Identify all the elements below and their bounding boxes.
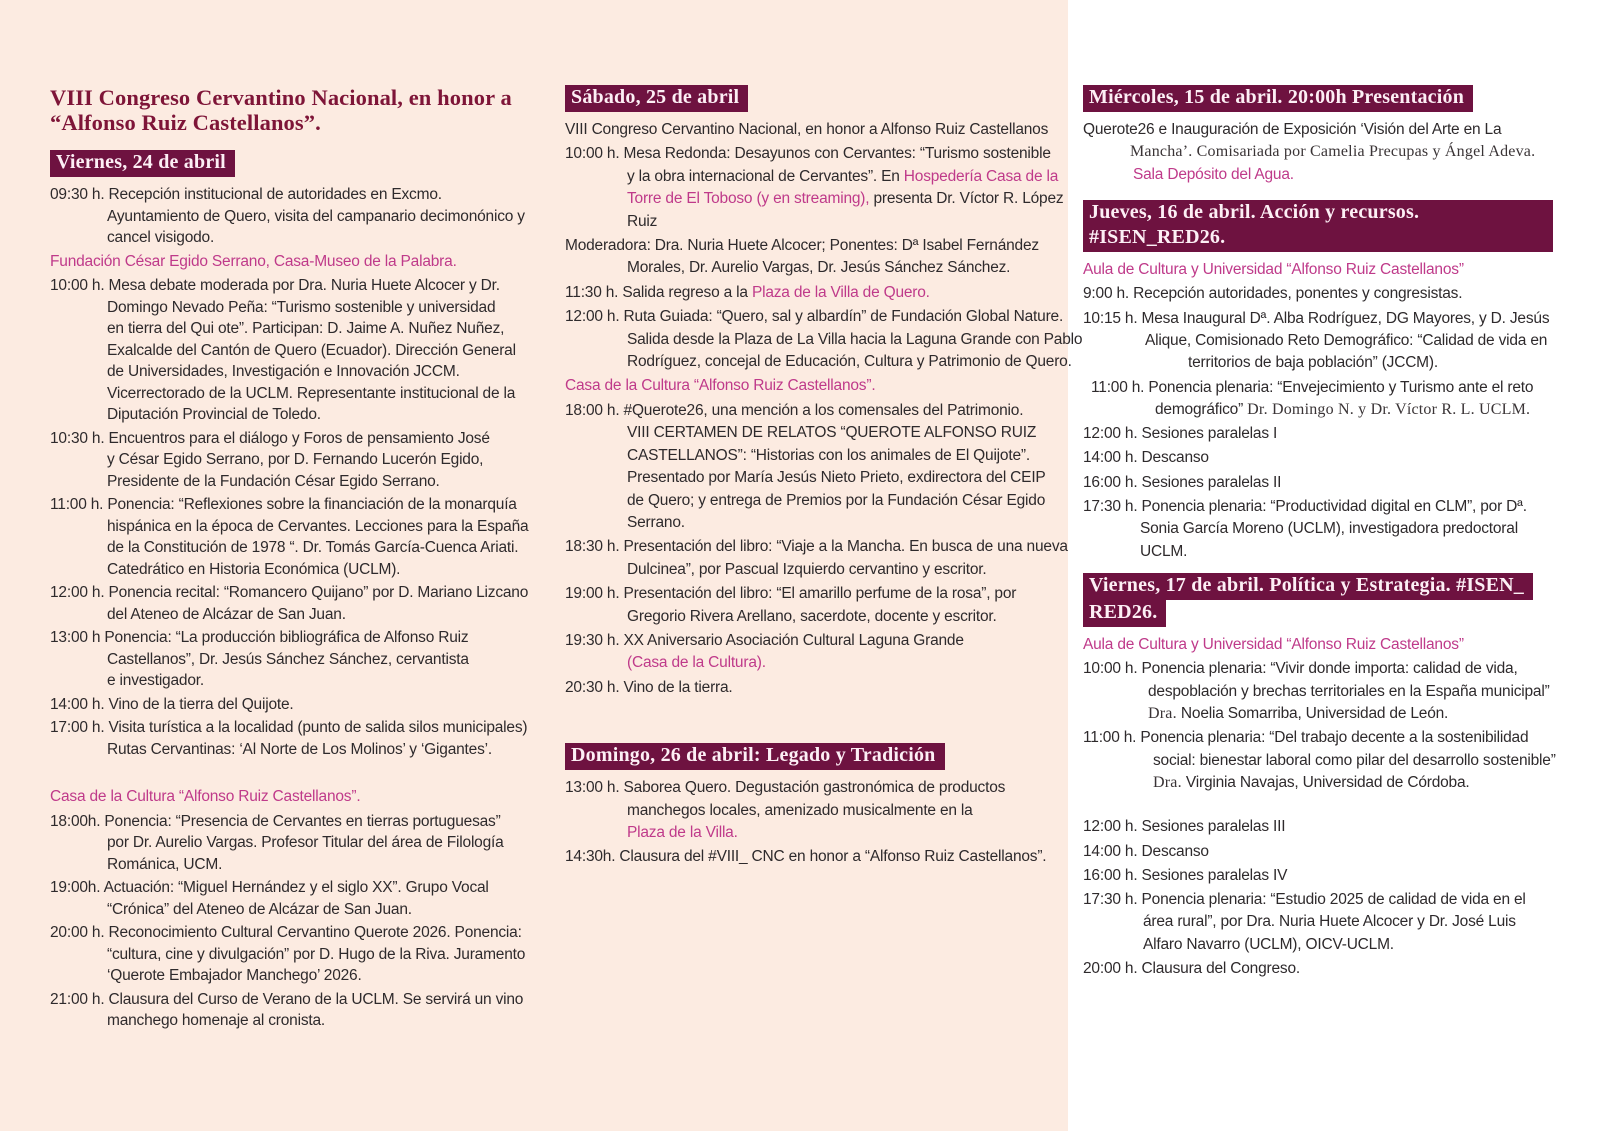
schedule-entry-line — [50, 275, 528, 297]
schedule-entry-line — [50, 428, 528, 450]
schedule-entry-line — [50, 627, 528, 649]
schedule-entry-line — [1083, 889, 1553, 911]
body-text: área rural”, por Dra. Nuria Huete Alcocer y Dr. José Luis — [1143, 913, 1516, 931]
schedule-entry-line — [50, 989, 528, 1011]
schedule-entry-line — [565, 777, 1043, 799]
schedule-entry-line — [565, 400, 1043, 422]
schedule-entry-line — [50, 449, 528, 471]
spacer — [1083, 188, 1553, 200]
highlight-venue-text: Sala Depósito del Agua. — [1133, 165, 1294, 183]
schedule-entry — [50, 694, 528, 716]
body-text: Dulcinea”, por Pascual Izquierdo cervantino y escritor. — [627, 560, 987, 578]
schedule-entry-line — [565, 677, 1043, 699]
body-text: 11:00 h. Ponencia plenaria: “Envejecimiento y Turismo ante el reto — [1091, 378, 1534, 396]
schedule-entry-line — [1083, 308, 1553, 330]
body-text: 09:30 h. Recepción institucional de autoridades en Excmo. — [50, 186, 442, 203]
schedule-entry-line — [1083, 865, 1553, 887]
body-text: 17:30 h. Ponencia plenaria: “Estudio 2025 de calidad de vida en el — [1083, 891, 1526, 909]
date-banner-text: Jueves, 16 de abril. Acción y recursos. #ISEN_RED26. — [1083, 200, 1553, 252]
venue-subhead: Aula de Cultura y Universidad “Alfonso Ruiz Castellanos” — [1083, 260, 1464, 278]
body-text: 10:00 h. Mesa Redonda: Desayunos con Cervantes: “Turismo sostenible — [565, 145, 1051, 163]
schedule-entry — [1083, 841, 1553, 863]
date-banner-text: Sábado, 25 de abril — [565, 85, 748, 112]
schedule-entry — [565, 536, 1068, 581]
schedule-entry-line — [50, 582, 528, 604]
body-text: UCLM. — [1140, 542, 1188, 560]
body-text: en tierra del Qui ote”. Participan: D. Jaime A. Nuñez Nuñez, — [107, 320, 505, 337]
schedule-entry-line — [565, 188, 1064, 210]
body-text: Alfaro Navarro (UCLM), OICV-UCLM. — [1143, 935, 1394, 953]
schedule-entry — [50, 717, 528, 760]
body-text: 10:30 h. Encuentros para el diálogo y Foros de pensamiento José — [50, 429, 490, 447]
spacer — [565, 701, 1043, 743]
schedule-entry — [1083, 889, 1553, 956]
serif-name-text: Dra. — [1153, 773, 1182, 791]
venue-subhead: Casa de la Cultura “Alfonso Ruiz Castellanos”. — [50, 788, 361, 805]
body-text: Sonia García Moreno (UCLM), investigadora predoctoral — [1140, 520, 1518, 538]
schedule-entry — [565, 400, 1046, 534]
schedule-entry — [50, 989, 528, 1032]
body-text: despoblación y brechas territoriales en la España municipal” — [1148, 682, 1550, 700]
schedule-entry-line — [50, 717, 528, 739]
schedule-entry-line — [50, 670, 528, 692]
schedule-entry-line — [50, 318, 528, 340]
body-text: 13:00 h Ponencia: “La producción bibliográfica de Alfonso Ruiz — [50, 629, 469, 646]
schedule-entry — [565, 777, 1043, 844]
body-text: ‘Querote Embajador Manchego’ 2026. — [107, 967, 362, 984]
schedule-entry-line — [565, 119, 1049, 141]
schedule-entry-line — [50, 811, 528, 833]
schedule-entry — [1083, 423, 1553, 445]
schedule-entry-line — [1083, 447, 1553, 469]
schedule-entry — [1083, 308, 1553, 375]
body-text: Presidente de la Fundación César Egido Serrano. — [107, 472, 440, 490]
body-text: 14:30h. Clausura del #VIII_ CNC en honor a “Alfonso Ruiz Castellanos”. — [565, 848, 1047, 866]
spacer — [1083, 565, 1553, 573]
schedule-entry — [1083, 377, 1553, 422]
body-text: 19:00h. Actuación: “Miguel Hernández y el siglo XX”. Grupo Vocal — [50, 879, 489, 896]
body-text: Románica, UCM. — [107, 855, 223, 873]
body-text: 14:00 h. Vino de la tierra del Quijote. — [50, 695, 294, 713]
schedule-entry — [1083, 727, 1556, 794]
schedule-entry-line — [50, 604, 528, 626]
schedule-entry-line — [1083, 119, 1553, 141]
schedule-entry-line — [565, 329, 1083, 351]
date-banner-text: RED26. — [1083, 600, 1166, 627]
body-text: Ruiz — [627, 212, 658, 230]
column-sabado-domingo — [565, 85, 1083, 871]
schedule-entry-line — [1083, 772, 1553, 794]
body-text: 12:00 h. Ponencia recital: “Romancero Quijano” por D. Mariano Lizcano — [50, 584, 529, 601]
body-text: Virginia Navajas, Universidad de Córdoba. — [1181, 773, 1470, 791]
venue-subhead: Fundación César Egido Serrano, Casa-Museo de la Palabra. — [50, 252, 457, 270]
schedule-entry-line — [1083, 727, 1553, 749]
body-text: Rutas Cervantinas: ‘Al Norte de Los Molinos’ y ‘Gigantes’. — [107, 740, 492, 758]
body-text: 10:00 h. Mesa debate moderada por Dra. Nuria Huete Alcocer y Dr. — [50, 277, 500, 294]
body-text: de Universidades, Investigación e Innovación JCCM. — [107, 363, 460, 380]
schedule-entry-line — [565, 846, 1047, 868]
body-text: CASTELLANOS”: “Historias con los animales de El Quijote”. — [627, 446, 1030, 464]
schedule-entry — [50, 922, 528, 987]
schedule-entry-line — [1083, 377, 1553, 399]
schedule-entry-line — [565, 559, 1043, 581]
body-text: Presentado por María Jesús Nieto Prieto, exdirectora del CEIP — [627, 469, 1046, 487]
body-text: Serrano. — [627, 514, 685, 531]
body-text: 20:00 h. Clausura del Congreso. — [1083, 960, 1300, 978]
schedule-entry-line — [50, 494, 528, 516]
spacer — [1083, 796, 1553, 816]
body-text: 18:00 h. #Querote26, una mención a los comensales del Patrimonio. — [565, 401, 1024, 419]
body-text: Moderadora: Dra. Nuria Huete Alcocer; Ponentes: Dª Isabel Fernández — [565, 237, 1039, 255]
schedule-entry — [50, 582, 528, 625]
body-text: e investigador. — [107, 672, 204, 689]
venue-subhead: Casa de la Cultura “Alfonso Ruiz Castellanos”. — [565, 377, 876, 395]
highlight-venue-text: Torre de El Toboso (y en streaming), — [627, 190, 870, 208]
body-text: 18:00h. Ponencia: “Presencia de Cervantes en tierras portuguesas” — [50, 812, 501, 830]
schedule-entry — [50, 184, 528, 249]
schedule-entry — [565, 143, 1064, 233]
schedule-entry — [1083, 119, 1553, 186]
body-text: Ayuntamiento de Quero, visita del campanario decimonónico y — [107, 207, 525, 225]
body-text: presenta Dr. Víctor R. López — [869, 190, 1064, 208]
schedule-entry-line — [50, 899, 528, 921]
schedule-entry-line — [1083, 958, 1553, 980]
schedule-entry-line — [565, 536, 1068, 558]
schedule-entry-line — [50, 340, 528, 362]
schedule-entry-line — [50, 877, 528, 899]
schedule-entry-line — [565, 583, 1043, 605]
schedule-entry-line — [1083, 911, 1553, 933]
schedule-entry — [1083, 283, 1553, 305]
schedule-entry — [50, 811, 528, 876]
date-banner-text: Domingo, 26 de abril: Legado y Tradición — [565, 743, 945, 770]
body-text: 18:30 h. Presentación del libro: “Viaje a la Mancha. En busca de una nueva — [565, 538, 1068, 556]
serif-name-text: Dra. — [1148, 705, 1177, 723]
body-text: 21:00 h. Clausura del Curso de Verano de la UCLM. Se servirá un vino — [50, 990, 524, 1008]
body-text: Catedrático en Historia Económica (UCLM). — [107, 560, 401, 578]
schedule-entry-line — [1083, 658, 1553, 680]
body-text: 10:00 h. Ponencia plenaria: “Vivir donde importa: calidad de vida, — [1083, 660, 1518, 678]
schedule-entry-line — [1083, 472, 1553, 494]
schedule-entry-line — [565, 800, 1043, 822]
highlight-venue-text: Hospedería Casa de la — [903, 167, 1059, 185]
body-text: 14:00 h. Descanso — [1083, 842, 1209, 860]
body-text: Domingo Nevado Peña: “Turismo sostenible y universidad — [107, 298, 496, 316]
schedule-entry — [1083, 447, 1553, 469]
date-banner — [565, 85, 1043, 112]
body-text: por Dr. Aurelio Vargas. Profesor Titular del área de Filología — [107, 834, 504, 851]
date-banner — [1083, 200, 1553, 252]
highlight-venue-text: Plaza de la Villa. — [627, 824, 738, 842]
schedule-entry-line — [50, 404, 528, 426]
schedule-entry-line — [50, 832, 528, 854]
schedule-entry-line — [565, 422, 1043, 444]
schedule-entry-line — [50, 361, 528, 383]
schedule-entry — [1083, 472, 1553, 494]
schedule-entry-line — [1083, 750, 1556, 772]
date-banner — [50, 150, 528, 177]
column-miercoles-jueves-viernes — [1083, 85, 1556, 982]
date-banner-text: Viernes, 17 de abril. Política y Estrategia. #ISEN_ — [1083, 573, 1533, 600]
schedule-entry-line — [50, 944, 528, 966]
body-text: Rodríguez, concejal de Educación, Cultura y Patrimonio de Quero. — [627, 353, 1072, 371]
schedule-entry-line — [1083, 934, 1553, 956]
schedule-entry — [1083, 658, 1553, 725]
schedule-entry-line — [50, 206, 528, 228]
schedule-entry-line — [1083, 352, 1553, 374]
body-text: cancel visigodo. — [107, 229, 215, 246]
schedule-entry — [1083, 816, 1553, 838]
page-title — [50, 85, 528, 135]
date-banner — [565, 743, 1043, 770]
schedule-entry-line — [50, 559, 528, 581]
page-title-line: “Alfonso Ruiz Castellanos”. — [50, 110, 321, 135]
schedule-entry-line — [1083, 541, 1553, 563]
schedule-entry-line — [1083, 816, 1553, 838]
schedule-entry — [50, 428, 528, 493]
schedule-entry-line — [50, 739, 528, 761]
highlight-venue-text: Plaza de la Villa de Quero. — [751, 283, 930, 301]
schedule-entry — [565, 306, 1083, 373]
schedule-entry-line — [1083, 681, 1553, 703]
schedule-entry — [1083, 496, 1553, 563]
schedule-entry-line — [565, 512, 1043, 534]
serif-name-text: Dr. Domingo N. y Dr. Víctor R. L. UCLM. — [1247, 400, 1531, 418]
body-text: Vicerrectorado de la UCLM. Representante institucional de la — [107, 384, 516, 402]
schedule-entry — [50, 275, 528, 426]
body-text: 11:00 h. Ponencia plenaria: “Del trabajo decente a la sostenibilidad — [1083, 729, 1529, 747]
body-text: Castellanos”, Dr. Jesús Sánchez Sánchez, cervantista — [107, 650, 469, 668]
body-text: 13:00 h. Saborea Quero. Degustación gastronómica de productos — [565, 779, 1006, 797]
body-text: 17:30 h. Ponencia plenaria: “Productividad digital en CLM”, por Dª. — [1083, 498, 1527, 516]
schedule-entry-line — [1083, 283, 1553, 305]
schedule-entry-line — [565, 652, 1043, 674]
schedule-entry-line — [565, 166, 1059, 188]
schedule-entry — [565, 677, 1043, 699]
body-text: 12:00 h. Sesiones paralelas I — [1083, 425, 1278, 443]
body-text: “cultura, cine y divulgación” por D. Hugo de la Riva. Juramento — [107, 945, 526, 963]
schedule-entry-line — [50, 297, 528, 319]
schedule-entry-line — [565, 143, 1051, 165]
body-text: 16:00 h. Sesiones paralelas II — [1083, 473, 1282, 491]
schedule-entry-line — [1083, 330, 1553, 352]
body-text: Diputación Provincial de Toledo. — [107, 406, 321, 423]
schedule-entry — [565, 282, 1043, 304]
schedule-entry-line — [565, 445, 1043, 467]
body-text: territorios de baja población” (JCCM). — [1188, 354, 1438, 372]
schedule-entry-line — [1083, 399, 1553, 421]
schedule-entry-line — [50, 184, 528, 206]
schedule-entry — [50, 494, 528, 580]
schedule-entry-line — [565, 351, 1072, 373]
schedule-entry-line — [565, 282, 1043, 304]
schedule-entry-line — [50, 922, 528, 944]
schedule-entry-line — [565, 306, 1064, 328]
schedule-entry-line — [1083, 703, 1553, 725]
schedule-entry-line — [1083, 518, 1553, 540]
body-text: hispánica en la época de Cervantes. Lecciones para la España — [107, 517, 529, 535]
body-text: de la Constitución de 1978 “. Dr. Tomás García-Cuenca Ariati. — [107, 539, 519, 556]
schedule-entry — [1083, 865, 1553, 887]
schedule-entry-line — [1083, 423, 1553, 445]
body-text: Morales, Dr. Aurelio Vargas, Dr. Jesús Sánchez Sánchez. — [627, 259, 1011, 277]
body-text: manchego homenaje al cronista. — [107, 1012, 326, 1029]
body-text: 11:00 h. Ponencia: “Reflexiones sobre la financiación de la monarquía — [50, 496, 517, 513]
schedule-entry — [565, 583, 1043, 628]
body-text: 17:00 h. Visita turística a la localidad (punto de salida silos municipales) — [50, 719, 528, 736]
schedule-entry-line — [50, 227, 528, 249]
schedule-entry — [565, 630, 1043, 675]
body-text: y la obra internacional de Cervantes”. En — [627, 167, 904, 185]
schedule-entry-line — [50, 516, 528, 538]
date-banner-text: Viernes, 24 de abril — [50, 150, 235, 177]
body-text: 20:30 h. Vino de la tierra. — [565, 678, 733, 696]
body-text: 19:00 h. Presentación del libro: “El amarillo perfume de la rosa”, por — [565, 585, 1017, 603]
schedule-entry — [565, 119, 1049, 141]
schedule-entry-line — [565, 490, 1046, 512]
schedule-entry-line — [1083, 496, 1553, 518]
highlight-venue-text: (Casa de la Cultura). — [627, 654, 766, 672]
schedule-entry — [50, 627, 528, 692]
schedule-entry-line — [565, 211, 1043, 233]
schedule-entry-line — [50, 965, 528, 987]
body-text: Noelia Somarriba, Universidad de León. — [1176, 705, 1449, 723]
body-text: 19:30 h. XX Aniversario Asociación Cultural Laguna Grande — [565, 632, 964, 650]
schedule-entry-line — [50, 537, 528, 559]
schedule-entry-line — [565, 467, 1046, 489]
schedule-entry-line — [565, 235, 1043, 257]
body-text: Querote26 e Inauguración de Exposición ‘Visión del Arte en La — [1083, 121, 1502, 138]
schedule-entry-line — [1083, 841, 1553, 863]
schedule-entry-line — [50, 649, 528, 671]
body-text: de Quero; y entrega de Premios por la Fundación César Egido — [627, 491, 1046, 509]
date-banner — [1083, 85, 1553, 112]
schedule-entry-line — [565, 630, 1043, 652]
body-text: 14:00 h. Descanso — [1083, 449, 1209, 467]
body-text: Gregorio Rivera Arellano, sacerdote, docente y escritor. — [627, 607, 997, 625]
schedule-entry — [1083, 958, 1553, 980]
schedule-entry-line — [565, 606, 1043, 628]
schedule-entry-line — [50, 694, 528, 716]
body-text: 10:15 h. Mesa Inaugural Dª. Alba Rodríguez, DG Mayores, y D. Jesús — [1083, 309, 1550, 327]
schedule-entry-line — [50, 471, 528, 493]
schedule-entry-line — [565, 257, 1043, 279]
body-text: VIII CERTAMEN DE RELATOS “QUEROTE ALFONSO RUIZ — [627, 424, 1037, 442]
schedule-entry-line — [50, 854, 528, 876]
schedule-entry-line — [50, 1010, 528, 1032]
page-title-line: VIII Congreso Cervantino Nacional, en honor a — [50, 85, 512, 110]
schedule-entry-line — [1083, 164, 1553, 186]
body-text: manchegos locales, amenizado musicalmente en la — [627, 801, 973, 819]
body-text: 12:00 h. Sesiones paralelas III — [1083, 818, 1286, 836]
date-banner-text: Miércoles, 15 de abril. 20:00h Presentación — [1083, 85, 1473, 112]
body-text: 9:00 h. Recepción autoridades, ponentes y congresistas. — [1083, 285, 1463, 303]
body-text: 20:00 h. Reconocimiento Cultural Cervantino Querote 2026. Ponencia: — [50, 924, 522, 941]
serif-name-text: Mancha’. Comisariada por Camelia Precupas y Ángel Adeva. — [1130, 143, 1536, 161]
body-text: “Crónica” del Ateneo de Alcázar de San Juan. — [107, 900, 412, 918]
date-banner — [1083, 573, 1553, 627]
schedule-entry — [50, 877, 528, 920]
body-text: del Ateneo de Alcázar de San Juan. — [107, 605, 346, 623]
body-text: Exalcalde del Cantón de Quero (Ecuador). Dirección General — [107, 341, 516, 359]
schedule-entry-line — [50, 383, 528, 405]
venue-subhead: Aula de Cultura y Universidad “Alfonso Ruiz Castellanos” — [1083, 635, 1464, 653]
body-text: y César Egido Serrano, por D. Fernando Lucerón Egido, — [107, 451, 484, 468]
body-text: demográfico” — [1155, 400, 1248, 418]
column-viernes-24 — [50, 85, 528, 1034]
body-text: 11:30 h. Salida regreso a la — [565, 283, 752, 301]
schedule-entry-line — [1083, 141, 1553, 163]
body-text: Salida desde la Plaza de La Villa hacia la Laguna Grande con Pablo — [627, 330, 1083, 348]
schedule-entry-line — [565, 822, 1043, 844]
body-text: social: bienestar laboral como pilar del desarrollo sostenible” — [1153, 751, 1556, 769]
schedule-entry — [565, 235, 1043, 280]
body-text: VIII Congreso Cervantino Nacional, en honor a Alfonso Ruiz Castellanos — [565, 121, 1049, 138]
schedule-entry — [565, 846, 1047, 868]
body-text: 16:00 h. Sesiones paralelas IV — [1083, 866, 1288, 884]
body-text: Alique, Comisionado Reto Demográfico: “Calidad de vida en — [1145, 331, 1548, 349]
body-text: 12:00 h. Ruta Guiada: “Quero, sal y albardín” de Fundación Global Nature. — [565, 308, 1064, 326]
